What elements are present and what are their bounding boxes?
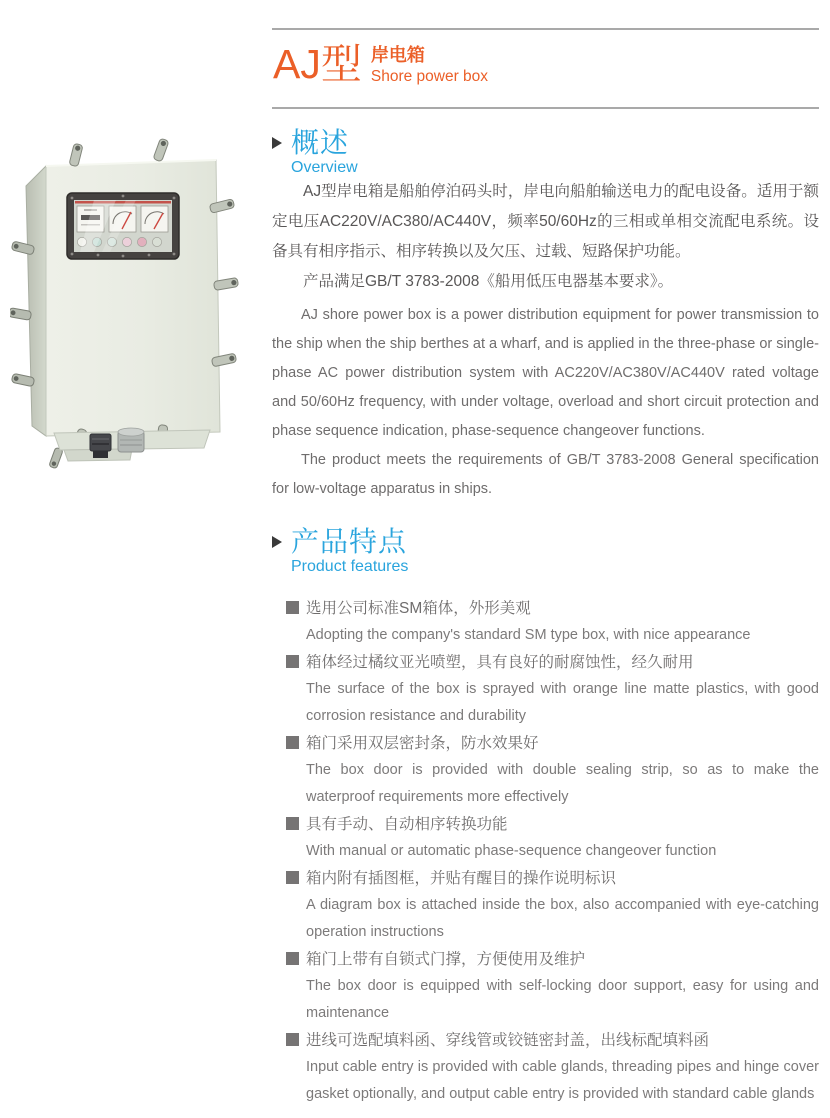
section-header-overview — [272, 128, 358, 177]
feature-cn: 箱内附有插图框，并贴有醒目的操作说明标识 — [306, 870, 617, 887]
overview-paragraphs-cn — [272, 177, 819, 297]
section-title-cn: 概述 — [291, 127, 350, 158]
product-name-cn: 岸电箱 — [370, 45, 425, 66]
cable-gland-metal — [118, 428, 144, 452]
section-titles — [291, 128, 358, 177]
feature-cn: 选用公司标准SM箱体，外形美观 — [306, 600, 531, 617]
feature-cn: 箱体经过橘纹亚光喷塑，具有良好的耐腐蚀性，经久耐用 — [306, 654, 694, 671]
top-divider — [272, 28, 819, 30]
section-title-cn: 产品特点 — [291, 526, 408, 557]
product-name-stack — [371, 43, 488, 86]
feature-en: The box door is equipped with self-locking door support, easy for using and maintenance — [306, 978, 819, 1021]
triangle-marker-icon — [272, 536, 282, 548]
section-titles — [291, 527, 408, 576]
feature-item — [286, 865, 819, 946]
overview-paragraphs-en — [272, 301, 819, 504]
overview-paragraph: AJ shore power box is a power distribution equipment for power transmission to the ship when the ship berthes at a wharf, and is applied in the three-phase or single-phase AC power distribution system with AC220V/AC380V/AC440V rated voltage and 50/60Hz frequency, with under voltage, overload and short circuit protection and phase sequence indication, phase-sequence changeover functions. — [272, 307, 819, 439]
meter-gauge — [141, 206, 168, 232]
product-name-en: Shore power box — [370, 67, 489, 85]
feature-cn: 箱门采用双层密封条，防水效果好 — [306, 735, 539, 752]
content-column — [272, 0, 819, 1118]
section-title-en: Overview — [291, 159, 358, 177]
overview-paragraph: The product meets the requirements of GB/T 3783-2008 General specification for low-voltage apparatus in ships. — [272, 452, 819, 497]
bullet-square-icon — [286, 817, 299, 830]
feature-en: The surface of the box is sprayed with orange line matte plastics, with good corrosion resistance and durability — [306, 681, 819, 724]
section-header-features — [272, 527, 408, 576]
shore-power-box-illustration — [10, 136, 258, 476]
product-model: AJ型 — [273, 41, 362, 87]
feature-cn: 箱门上带有自锁式门撑，方便使用及维护 — [306, 951, 586, 968]
feature-cn: 具有手动、自动相序转换功能 — [306, 816, 508, 833]
feature-item — [286, 595, 819, 649]
feature-item — [286, 811, 819, 865]
feature-item — [286, 1027, 819, 1108]
overview-paragraph: AJ型岸电箱是船舶停泊码头时，岸电向船舶输送电力的配电设备。适用于额定电压AC220V/AC380/AC440V，频率50/60Hz的三相或单相交流配电系统。设备具有相序指示、相序转换以及欠压、过载、短路保护功能。 — [272, 183, 819, 260]
bullet-square-icon — [286, 736, 299, 749]
feature-item — [286, 946, 819, 1027]
product-photo — [10, 136, 258, 476]
product-header — [273, 42, 488, 87]
triangle-marker-icon — [272, 137, 282, 149]
feature-en: Adopting the company's standard SM type box, with nice appearance — [306, 627, 751, 643]
bullet-square-icon — [286, 655, 299, 668]
cabinet-left-face — [26, 166, 46, 436]
feature-item — [286, 730, 819, 811]
feature-cn: 进线可选配填料函、穿线管或铰链密封盖，出线标配填料函 — [306, 1032, 710, 1049]
overview-paragraph: 产品满足GB/T 3783-2008《船用低压电器基本要求》。 — [303, 273, 674, 290]
feature-en: With manual or automatic phase-sequence changeover function — [306, 843, 717, 859]
cable-gland-dark — [90, 434, 111, 458]
section-title-en: Product features — [291, 558, 409, 576]
bullet-square-icon — [286, 871, 299, 884]
bullet-square-icon — [286, 952, 299, 965]
meter-window — [67, 193, 179, 259]
feature-en: Input cable entry is provided with cable glands, threading pipes and hinge cover gasket optionally, and output cable entry is provided with standard cable glands — [306, 1059, 819, 1102]
features-list — [286, 595, 819, 1108]
feature-item — [286, 649, 819, 730]
header-divider — [272, 107, 819, 109]
bullet-square-icon — [286, 1033, 299, 1046]
bullet-square-icon — [286, 601, 299, 614]
feature-en: The box door is provided with double sealing strip, so as to make the waterproof requirements more effectively — [306, 762, 819, 805]
feature-en: A diagram box is attached inside the box, also accompanied with eye-catching operation instructions — [306, 897, 819, 940]
